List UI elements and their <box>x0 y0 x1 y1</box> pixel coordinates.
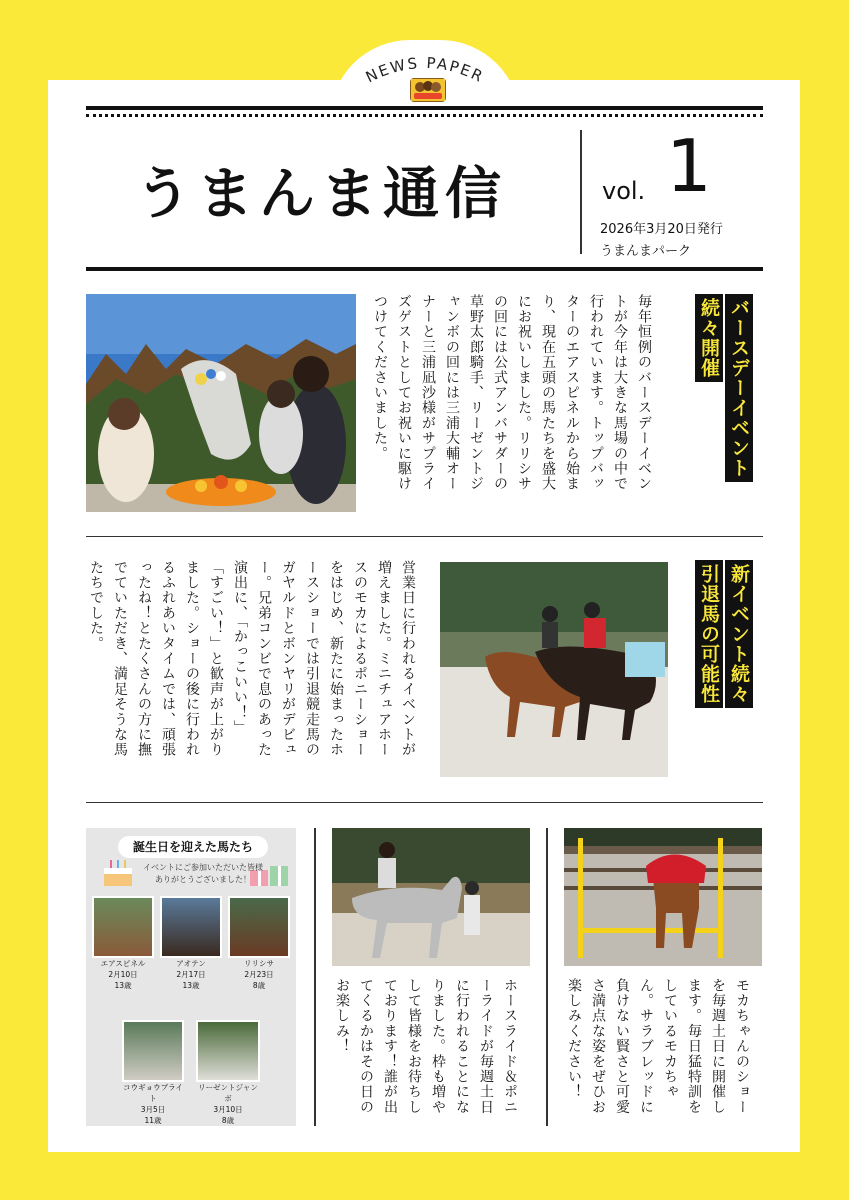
article2-body <box>84 560 420 850</box>
article2-line: をはじめ、新たに始まったホ <box>328 560 344 758</box>
section-divider-1 <box>86 536 763 537</box>
column-divider-2 <box>546 828 548 1126</box>
horse-age: 8歳 <box>252 981 266 990</box>
horse-thumb <box>160 896 222 958</box>
horse-card <box>92 896 154 991</box>
horse-birthday: 2月23日 <box>244 970 274 979</box>
birthday-event-photo <box>86 294 356 512</box>
horse-card <box>196 1020 260 1126</box>
horse-birthday: 2月10日 <box>108 970 138 979</box>
article3-line: して皆様をお待ちし <box>406 978 422 1115</box>
birthday-box-message <box>138 862 268 886</box>
top-dotted-rule <box>86 114 763 117</box>
horse-show-photo <box>440 562 668 777</box>
article2-line: でていただき、満足そうな馬 <box>112 560 128 758</box>
article2-line: 増えました。ミニチュアホー <box>376 560 392 758</box>
horse-age: 13歳 <box>114 981 132 990</box>
masthead-title: うまんま通信 <box>135 162 507 227</box>
article4-line: しているモカちゃ <box>662 978 678 1100</box>
article4-line: を毎週土日に開催し <box>710 978 726 1115</box>
article1-line: ズゲストとしてお祝いに駆け <box>396 294 412 492</box>
article2-line: 営業日に行われるイベントが <box>400 560 416 758</box>
pony-show-photo <box>564 828 762 966</box>
article3-line: ております！誰が出 <box>382 978 398 1115</box>
horse-card <box>160 896 222 991</box>
masthead-divider <box>580 130 582 254</box>
article2-line: ースショーでは引退競走馬の <box>304 560 320 758</box>
article2-line: 演出に、「かっこいい！」 <box>232 560 248 736</box>
column-divider-1 <box>314 828 316 1126</box>
section-divider-2 <box>86 802 763 803</box>
birthday-box-title: 誕生日を迎えた馬たち <box>118 836 268 858</box>
article2-line: ガヤルドとボンヤリがデビュ <box>280 560 296 758</box>
article2-line: たちでした。 <box>88 560 104 652</box>
article1-line: の回には公式アンバサダーの <box>492 294 508 492</box>
horse-card <box>228 896 290 991</box>
article4-body <box>562 978 754 1148</box>
article2-headline-text2: 引退馬の可能性 <box>695 560 723 708</box>
article3-body <box>330 978 522 1148</box>
horse-card <box>122 1020 184 1126</box>
article2-line: るふれあいタイムでは、頑張 <box>160 560 176 758</box>
horse-name: アオテン <box>176 959 206 968</box>
article2-line: 「すごい！」と歓声が上がり <box>208 560 224 758</box>
horse-thumb <box>92 896 154 958</box>
article1-headline-line1 <box>726 294 753 482</box>
article1-line: ターのエアスピネルから始ま <box>564 294 580 492</box>
article4-line: ん。サラブレッドに <box>638 978 654 1115</box>
article4-line: 楽しみください！ <box>566 978 582 1100</box>
birthday-message-line2: ありがとうございました！ <box>155 875 251 884</box>
article4-line: 負けない賢さと可愛 <box>614 978 630 1115</box>
horse-birthday: 2月17日 <box>176 970 206 979</box>
horse-ride-photo <box>332 828 530 966</box>
article1-line: にお祝いしました。リリシサ <box>516 294 532 492</box>
horse-thumb <box>196 1020 260 1082</box>
article2-headline-text1: 新イベント続々 <box>725 560 753 708</box>
article1-line: トが今年は大きな馬場の中で <box>612 294 628 492</box>
cake-icon <box>100 858 136 892</box>
horse-age: 13歳 <box>182 981 200 990</box>
article3-line: ーライドが毎週土日 <box>478 978 494 1115</box>
article1-line: ャンボの回には三浦大輔オー <box>444 294 460 492</box>
article1-headline-line2 <box>696 294 723 382</box>
article1-line: 草野太郎騎手、リーゼントジ <box>468 294 484 492</box>
article4-line: モカちゃんのショー <box>734 978 750 1115</box>
horse-name: コウギョウブライト <box>123 1083 183 1103</box>
park-logo <box>410 78 446 102</box>
horse-name: エアスピネル <box>100 959 146 968</box>
horse-name: リーゼントジャンボ <box>198 1083 258 1103</box>
article2-line: ました。ショーの後に行われ <box>184 560 200 758</box>
volume-label: vol. <box>602 177 646 205</box>
article3-line: りました。枠も増や <box>430 978 446 1115</box>
horse-age: 11歳 <box>144 1116 162 1125</box>
tab-title: NEWS PAPER <box>362 53 488 87</box>
issue-date: 2026年3月20日発行 <box>600 222 723 237</box>
masthead-bottom-rule <box>86 267 763 271</box>
birthday-message-line1: イベントにご参加いただいた皆様 <box>143 863 263 872</box>
article4-line: さ満点な姿をぜひお <box>590 978 606 1115</box>
article1-body <box>368 294 656 594</box>
article3-line: お楽しみ！ <box>334 978 350 1054</box>
volume-number: 1 <box>666 124 712 208</box>
horse-thumb <box>228 896 290 958</box>
article2-line: ったね！とたくさんの方に撫 <box>136 560 152 758</box>
article4-line: ます。毎日猛特訓を <box>686 978 702 1115</box>
article3-line: てくるかはその日の <box>358 978 374 1115</box>
horse-thumb <box>122 1020 184 1082</box>
horse-name: リリシサ <box>244 959 274 968</box>
article1-headline-text1: バースデーイベント <box>725 294 753 482</box>
article3-line: ホースライド＆ポニ <box>502 978 518 1115</box>
article1-line: ナーと三浦凪沙様がサプライ <box>420 294 436 492</box>
horse-birthday: 3月10日 <box>213 1105 243 1114</box>
article1-line: 毎年恒例のバースデーイベン <box>636 294 652 492</box>
article1-headline-text2: 続々開催 <box>695 294 723 382</box>
horse-birthday: 3月5日 <box>140 1105 166 1114</box>
article2-headline-line1 <box>726 560 753 708</box>
article2-line: ー。兄弟コンビで息のあった <box>256 560 272 758</box>
top-rule <box>86 106 763 110</box>
article1-line: つけてくださいました。 <box>372 294 388 462</box>
article3-line: に行われることにな <box>454 978 470 1115</box>
article2-line: スのモカによるポニーショー <box>352 560 368 758</box>
publisher: うまんまパーク <box>600 244 692 259</box>
article1-line: 行われています。トップバッ <box>588 294 604 492</box>
horse-age: 8歳 <box>221 1116 235 1125</box>
article1-line: り、現在五頭の馬たちを盛大 <box>540 294 556 492</box>
article2-headline-line2 <box>696 560 723 708</box>
